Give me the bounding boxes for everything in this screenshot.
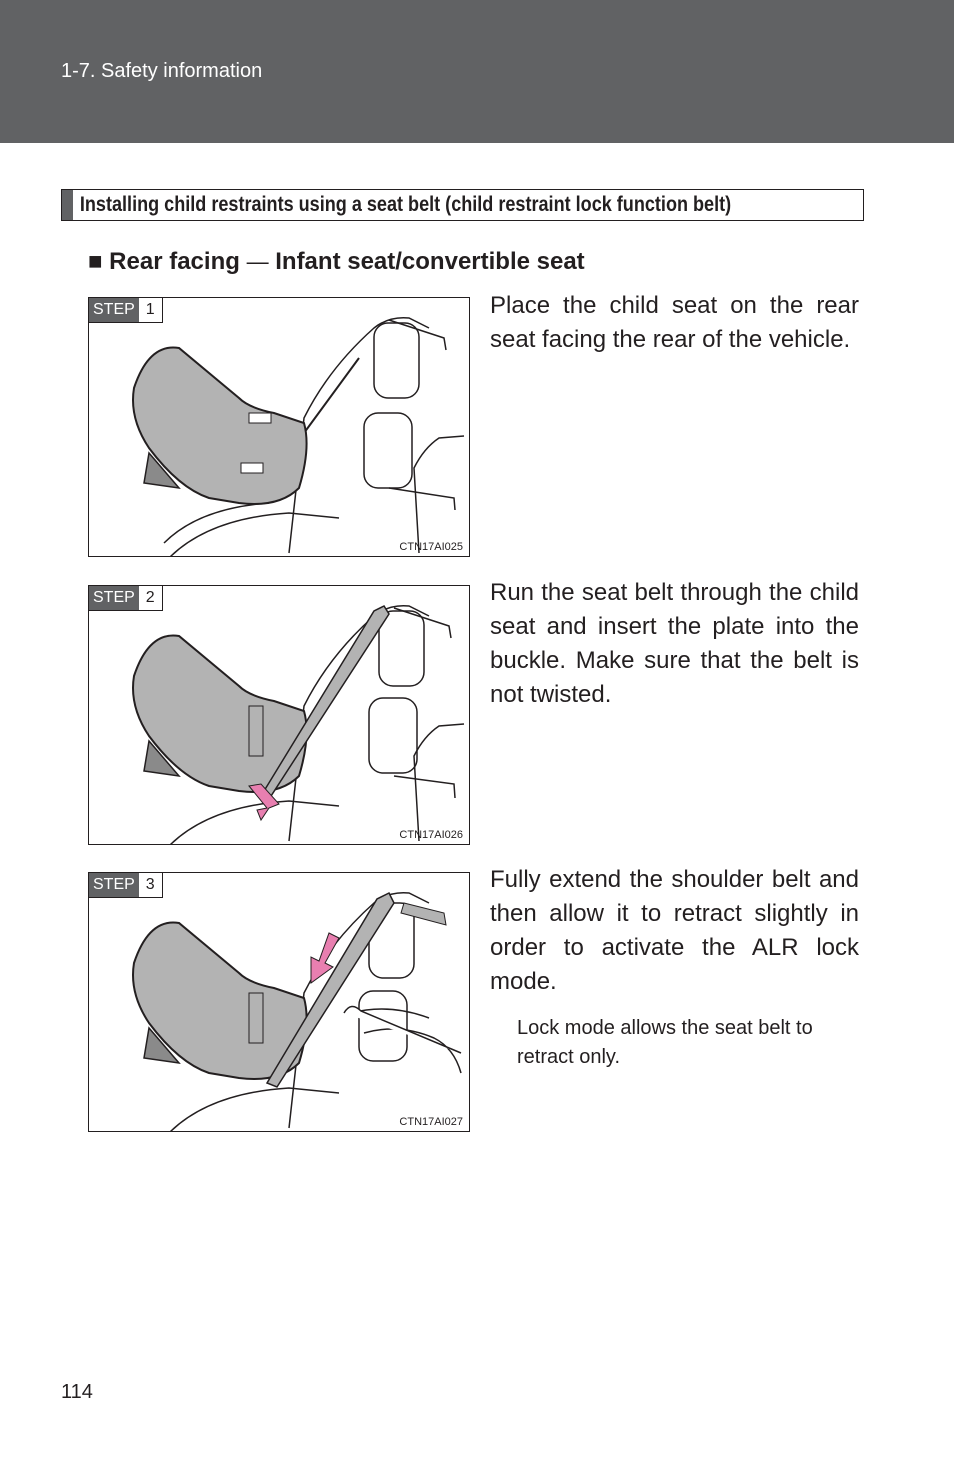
section-heading-bar xyxy=(62,190,73,220)
step-3-text: Fully extend the shoulder belt and then allow it to retract slightly in order to activate the ALR lock mode. xyxy=(490,866,859,995)
breadcrumb: 1-7. Safety information xyxy=(61,60,263,82)
step-2-figure xyxy=(88,585,470,845)
step-1-label: STEP xyxy=(89,298,139,322)
step-1-figure xyxy=(88,297,470,557)
step-1-text: Place the child seat on the rear seat facing the rear of the vehicle. xyxy=(490,292,859,353)
step-3-illustration xyxy=(89,873,470,1132)
header-band xyxy=(0,0,954,143)
step-3-badge xyxy=(89,873,163,898)
step-1-number: 1 xyxy=(139,298,162,322)
step-3-note: Lock mode allows the seat belt to retract only. xyxy=(517,1017,813,1068)
subsection-part1: Rear facing xyxy=(109,248,240,275)
step-3-number: 3 xyxy=(139,873,162,897)
step-2-illustration xyxy=(89,586,470,845)
step-3-figure xyxy=(88,872,470,1132)
subsection-part2: Infant seat/convertible seat xyxy=(275,248,585,275)
step-1-illustration xyxy=(89,298,470,557)
page-number: 114 xyxy=(61,1381,93,1403)
step-3-figure-code: CTN17AI027 xyxy=(399,1116,463,1128)
step-1-badge xyxy=(89,298,163,323)
square-bullet-icon: ■ xyxy=(88,248,103,275)
subsection-dash: — xyxy=(246,249,269,274)
step-1-figure-code: CTN17AI025 xyxy=(399,541,463,553)
section-heading xyxy=(61,189,864,221)
step-3-label: STEP xyxy=(89,873,139,897)
step-2-number: 2 xyxy=(139,586,162,610)
step-2-badge xyxy=(89,586,163,611)
step-2-text: Run the seat belt through the child seat and insert the plate into the buckle. Make sure that the belt is not twisted. xyxy=(490,579,859,708)
step-2-label: STEP xyxy=(89,586,139,610)
subsection-heading xyxy=(88,248,585,276)
section-title: Installing child restraints using a seat belt (child restraint lock function belt) xyxy=(79,193,732,216)
step-2-figure-code: CTN17AI026 xyxy=(399,829,463,841)
